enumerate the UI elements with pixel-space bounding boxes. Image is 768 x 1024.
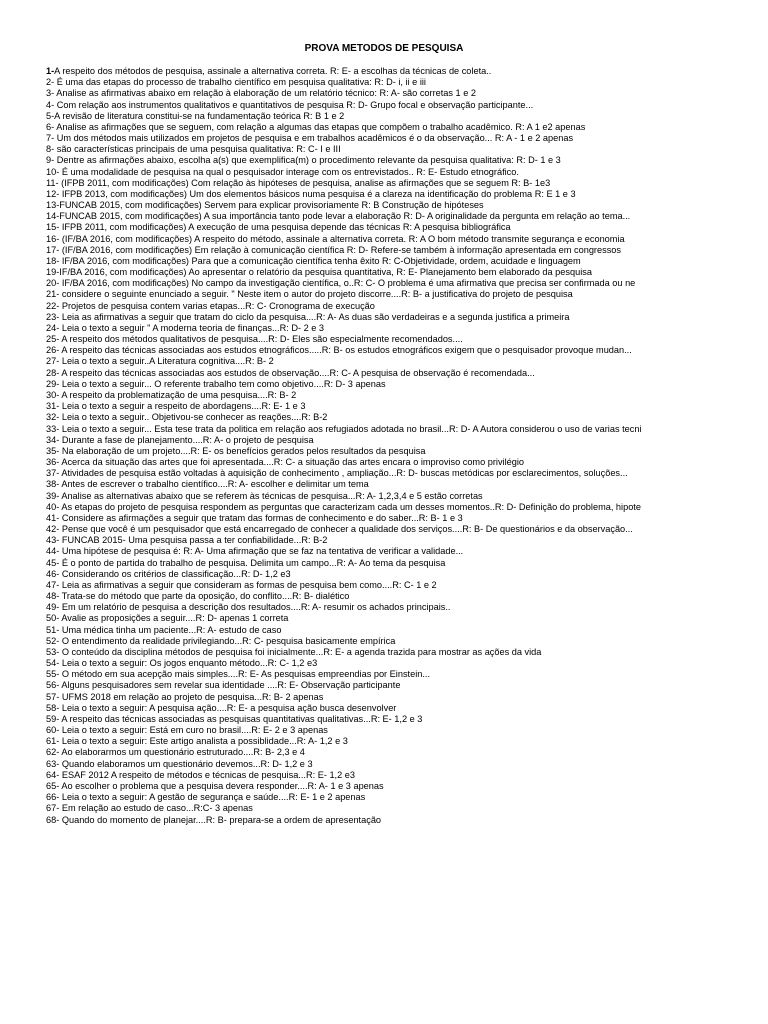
list-item: 45- É o ponto de partida do trabalho de pesquisa. Delimita um campo...R: A- Ao tema da pesquisa	[46, 557, 446, 568]
list-item: 55- O método em sua acepção mais simples....R: E- As pesquisas empreendias por Einstein...	[46, 669, 431, 680]
list-item: 2- É uma das etapas do processo de trabalho científico em pesquisa qualitativa: R: D- i, ii e iii	[46, 77, 426, 88]
item-text: A respeito dos métodos de pesquisa, assinale a alternativa correta. R: E- a escolhas da técnicas de coleta..	[54, 66, 492, 76]
list-item: 34- Durante a fase de planejamento....R: A- o projeto de pesquisa	[46, 434, 314, 445]
list-item: 33- Leia o texto a seguir... Esta tese trata da politica em relação aos refugiados adotada no brasil...R: D- A Autora considerou o uso de varias tecni	[46, 423, 642, 434]
list-item: 46- Considerando os critérios de classificação...R: D- 1,2 e3	[46, 568, 291, 579]
list-item: 16- (IF/BA 2016, com modificações) A respeito do método, assinale a alternativa correta. R: A O bom método transmite segurança e economia	[46, 233, 625, 244]
list-item: 61- Leia o texto a seguir: Este artigo analista a possiblidade...R: A- 1,2 e 3	[46, 736, 348, 747]
list-item: 23- Leia as afirmativas a seguir que tratam do ciclo da pesquisa....R: A- As duas são verdadeiras e a segunda justifica a primeira	[46, 311, 570, 322]
answer-list	[46, 66, 764, 826]
list-item: 4- Com relação aos instrumentos qualitativos e quantitativos de pesquisa R: D- Grupo focal e observação participante...	[46, 99, 534, 110]
list-item: 65- Ao escolher o problema que a pesquisa devera responder....R: A- 1 e 3 apenas	[46, 781, 384, 791]
list-item: 21- considere o seguinte enunciado a seguir. " Neste item o autor do projeto discorre....R: B- a justificativa do projeto de pesquisa	[46, 289, 573, 300]
list-item: 8- são características principais de uma pesquisa qualitativa: R: C- I e III	[46, 144, 341, 155]
list-item: 39- Analise as alternativas abaixo que se referem às técnicas de pesquisa...R: A- 1,2,3,4 e 5 estão corretas	[46, 490, 483, 501]
list-item: 37- Atividades de pesquisa estão voltadas à aquisição de conhecimento , ampliação...R: D- buscas metódicas por esclarecimentos, soluções...	[46, 468, 628, 479]
list-item: 35- Na elaboração de um projeto....R: E- os benefícios gerados pelos resultados da pesquisa	[46, 445, 426, 456]
list-item: 52- O entendimento da realidade privilegiando...R: C- pesquisa basicamente empírica	[46, 635, 396, 646]
list-item: 40- As etapas do projeto de pesquisa respondem as perguntas que caracterizam cada um desses momentos..R: D- Definição do problema, hipote	[46, 501, 641, 512]
list-item: 41- Considere as afirmações a seguir que tratam das formas de conhecimento e do saber...R: B- 1 e 3	[46, 512, 463, 523]
list-item: 11- (IFPB 2011, com modificações) Com relação às hipóteses de pesquisa, analise as afirmações que se seguem R: B- 1e3	[46, 177, 551, 188]
list-item: 30- A respeito da problematização de uma pesquisa....R: B- 2	[46, 389, 297, 400]
list-item: 44- Uma hipótese de pesquisa é: R: A- Uma afirmação que se faz na tentativa de verificar a validade...	[46, 546, 464, 557]
list-item: 64- ESAF 2012 A respeito de métodos e técnicas de pesquisa...R: E- 1,2 e3	[46, 769, 355, 780]
list-item: 57- UFMS 2018 em relação ao projeto de pesquisa...R: B- 2 apenas	[46, 691, 324, 702]
list-item: 29- Leia o texto a seguir... O referente trabalho tem como objetivo....R: D- 3 apenas	[46, 378, 386, 389]
list-item: 59- A respeito das técnicas associadas as pesquisas quantitativas qualitativas...R: E- 1,2 e 3	[46, 713, 423, 724]
list-item: 17- (IF/BA 2016, com modificações) Em relação à comunicação científica R: D- Refere-se também à informação apresentada em congressos	[46, 244, 621, 255]
list-item: 47- Leia as afirmativas a seguir que consideram as formas de pesquisa bem como....R: C- 1 e 2	[46, 579, 437, 590]
list-item: 58- Leia o texto a seguir: A pesquisa ação....R: E- a pesquisa ação busca desenvolver	[46, 702, 397, 713]
list-item: 24- Leia o texto a seguir " A moderna teoria de finanças...R: D- 2 e 3	[46, 322, 325, 333]
list-item: 5-A revisão de literatura constitui-se na fundamentação teórica R: B 1 e 2	[46, 110, 345, 121]
list-item: 27- Leia o texto a seguir..A Literatura cognitiva....R: B- 2	[46, 356, 274, 367]
list-item: 26- A respeito das técnicas associadas aos estudos etnográficos.....R: B- os estudos etnográficos exigem que o pesquisador provoque mudan...	[46, 345, 632, 356]
list-item: 56- Alguns pesquisadores sem revelar sua identidade ....R: E- Observação participante	[46, 680, 401, 691]
list-item: 28- A respeito das técnicas associadas aos estudos de observação....R: C- A pesquisa de observação é recomendada...	[46, 367, 535, 378]
list-item: 15- IFPB 2011, com modificações) A execução de uma pesquisa depende das técnicas R: A pesquisa bibliográfica	[46, 222, 511, 233]
list-item: 48- Trata-se do método que parte da oposição, do conflito....R: B- dialético	[46, 591, 350, 602]
list-item: 66- Leia o texto a seguir: A gestão de segurança e saúde....R: E- 1 e 2 apenas	[46, 792, 366, 803]
list-item: 50- Avalie as proposições a seguir....R: D- apenas 1 correta	[46, 613, 289, 624]
list-item	[46, 66, 764, 77]
list-item: 7- Um dos métodos mais utilizados em projetos de pesquisa e em trabalhos acadêmicos é o da observação... R: A - 1 e 2 apenas	[46, 133, 574, 144]
list-item: 20- IF/BA 2016, com modificações) No campo da investigação científica, o..R: C- O problema é uma afirmativa que precisa ser confirmada ou ne	[46, 278, 636, 289]
list-item: 51- Uma médica tinha um paciente...R: A- estudo de caso	[46, 624, 282, 635]
list-item: 18- IF/BA 2016, com modificações) Para que a comunicação científica tenha êxito R: C-Objetividade, ordem, acuidade e linguagem	[46, 255, 581, 266]
list-item: 22- Projetos de pesquisa contem varias etapas...R: C- Cronograma de execução	[46, 300, 375, 311]
list-item: 60- Leia o texto a seguir: Está em curo no brasil....R: E- 2 e 3 apenas	[46, 725, 328, 736]
list-item: 42- Pense que você é um pesquisador que está encarregado de conhecer a qualidade dos serviços....R: B- De questionários e da observação...	[46, 524, 633, 535]
list-item: 63- Quando elaboramos um questionário devemos...R: D- 1,2 e 3	[46, 758, 313, 769]
list-item: 12- IFPB 2013, com modificações) Um dos elementos básicos numa pesquisa é a clareza na identificação do problema R: E 1 e 3	[46, 188, 576, 199]
item-number: 1-	[46, 66, 55, 76]
list-item: 49- Em um relatório de pesquisa a descrição dos resultados....R: A- resumir os achados principais..	[46, 602, 451, 613]
list-item: 32- Leia o texto a seguir.. Objetivou-se conhecer as reações....R: B-2	[46, 412, 328, 423]
list-item: 13-FUNCAB 2015, com modificações) Servem para explicar provisoriamente R: B Construção de hipóteses	[46, 200, 484, 211]
list-item: 14-FUNCAB 2015, com modificações) A sua importância tanto pode levar a elaboração R: D- A originalidade da pergunta em relação ao tema...	[46, 211, 631, 222]
list-item: 62- Ao elaborarmos um questionário estruturado....R: B- 2,3 e 4	[46, 747, 305, 758]
list-item: 43- FUNCAB 2015- Uma pesquisa passa a ter confiabilidade...R: B-2	[46, 535, 328, 546]
list-item: 38- Antes de escrever o trabalho científico....R: A- escolher e delimitar um tema	[46, 479, 369, 490]
list-item: 31- Leia o texto a seguir a respeito de abordagens....R: E- 1 e 3	[46, 401, 306, 412]
list-item: 9- Dentre as afirmações abaixo, escolha a(s) que exemplifica(m) o procedimento relevante da pesquisa qualitativa: R: D- 1 e 3	[46, 155, 561, 166]
list-item: 6- Analise as afirmações que se seguem, com relação a algumas das etapas que compõem o trabalho acadêmico. R: A 1 e2 apenas	[46, 121, 586, 132]
list-item: 68- Quando do momento de planejar....R: B- prepara-se a ordem de apresentação	[46, 814, 382, 825]
document-title: PROVA METODOS DE PESQUISA	[304, 43, 464, 54]
list-item: 3- Analise as afirmativas abaixo em relação à elaboração de um relatório técnico: R: A- são corretas 1 e 2	[46, 88, 476, 99]
list-item: 10- É uma modalidade de pesquisa na qual o pesquisador interage com os entrevistados.. R: E- Estudo etnográfico.	[46, 166, 519, 177]
list-item: 67- Em relação ao estudo de caso...R:C- 3 apenas	[46, 803, 253, 814]
list-item: 25- A respeito dos métodos qualitativos de pesquisa....R: D- Eles são especialmente recomendados....	[46, 334, 463, 345]
list-item: 53- O conteúdo da disciplina métodos de pesquisa foi inicialmente...R: E- a agenda trazida para mostrar as ações da vida	[46, 646, 542, 657]
list-item: 54- Leia o texto a seguir: Os jogos enquanto método...R: C- 1,2 e3	[46, 658, 318, 669]
list-item: 36- Acerca da situação das artes que foi apresentada....R: C- a situação das artes encara o improviso como privilégio	[46, 457, 525, 468]
list-item: 19-IF/BA 2016, com modificações) Ao apresentar o relatório da pesquisa quantitativa, R: E- Planejamento bem elaborado da pesquisa	[46, 267, 592, 278]
